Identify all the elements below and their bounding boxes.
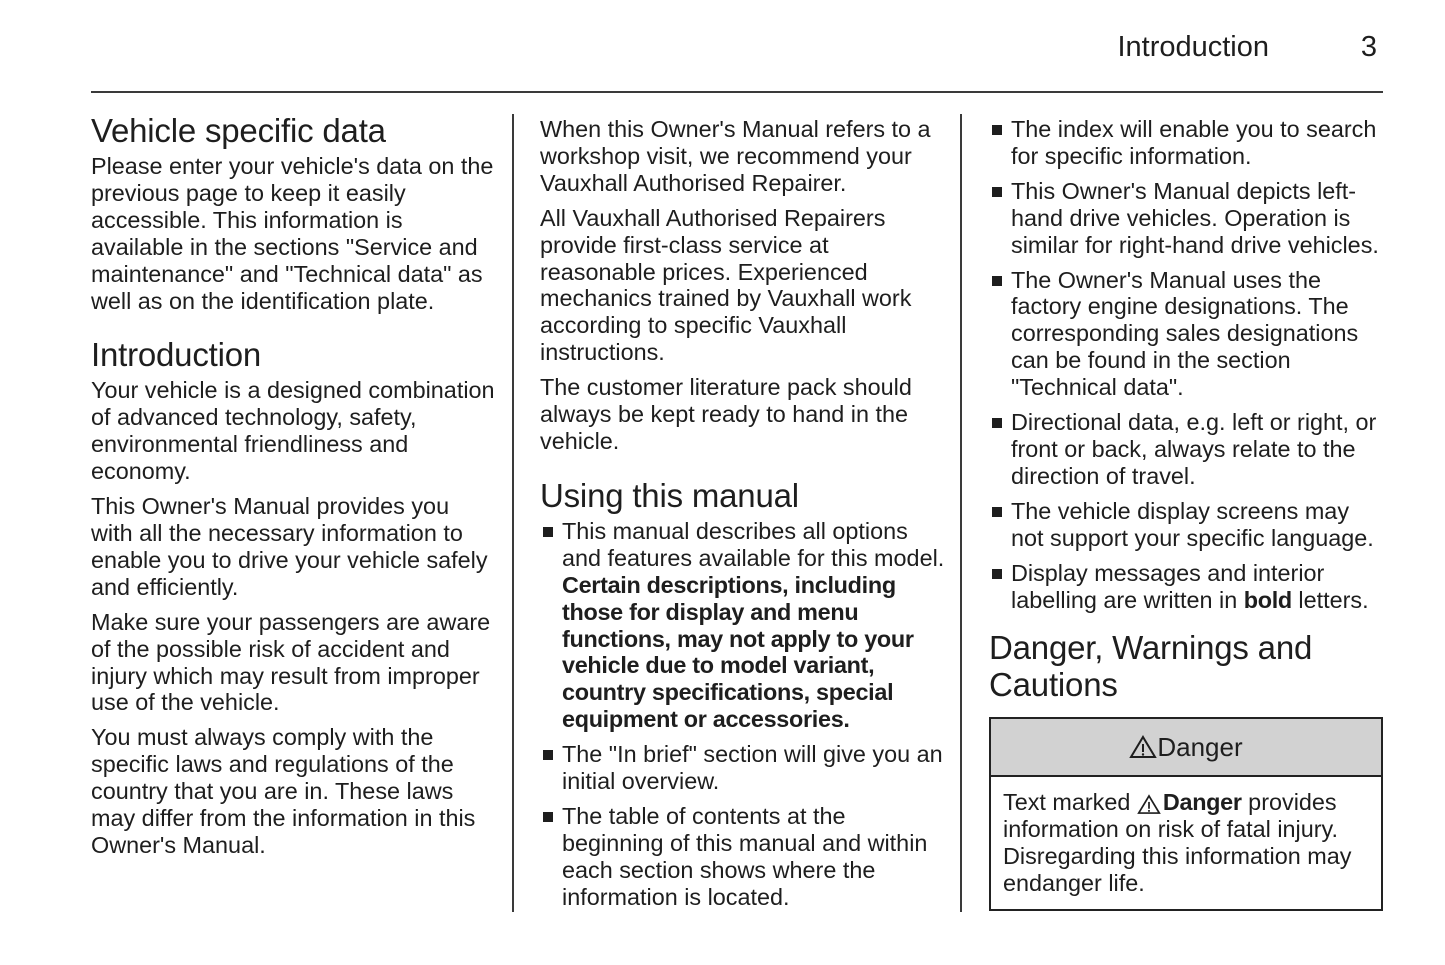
bullet-square-icon bbox=[543, 750, 553, 760]
paragraph-intro-4: You must always comply with the specific laws and regulations of the country that you are in. These laws may differ from the information in this Owner's Manual. bbox=[91, 724, 476, 858]
bullet-square-icon bbox=[992, 569, 1002, 579]
bullet-square-icon bbox=[543, 527, 553, 537]
list-item-bold-text: bold bbox=[1243, 586, 1292, 613]
column-3 bbox=[989, 112, 1385, 911]
page-number: 3 bbox=[1360, 31, 1377, 63]
manual-notes-list bbox=[989, 116, 1385, 613]
column-2 bbox=[540, 112, 945, 919]
list-item-text-after: letters. bbox=[1291, 586, 1369, 613]
heading-vehicle-specific-data: Vehicle specific data bbox=[91, 112, 386, 149]
column-divider-2 bbox=[960, 114, 962, 912]
list-item bbox=[989, 178, 1385, 259]
paragraph-intro-1: Your vehicle is a designed combination of advanced technology, safety, environmental friendliness and economy. bbox=[91, 377, 495, 485]
list-item bbox=[989, 560, 1385, 614]
list-item bbox=[989, 409, 1385, 490]
warning-triangle-icon bbox=[1137, 794, 1161, 815]
running-header bbox=[91, 28, 1383, 66]
danger-box-body bbox=[991, 777, 1381, 909]
list-item-text: The Owner's Manual uses the factory engine designations. The corresponding sales designations can be found in the section "Technical data". bbox=[1011, 266, 1359, 401]
list-item-text: The index will enable you to search for specific information. bbox=[1011, 116, 1377, 169]
paragraph-vehicle-data: Please enter your vehicle's data on the previous page to keep it easily accessible. This information is available in the sections "Service and maintenance" and "Technical data" as well as on the identification plate. bbox=[91, 153, 494, 314]
danger-body-text: Text marked bbox=[1003, 789, 1137, 816]
column-1 bbox=[91, 112, 496, 859]
list-item bbox=[989, 116, 1385, 170]
danger-box bbox=[989, 717, 1383, 911]
heading-using-this-manual: Using this manual bbox=[540, 476, 799, 514]
list-item bbox=[540, 741, 945, 795]
danger-body-bold-label: Danger bbox=[1162, 789, 1242, 816]
bullet-square-icon bbox=[992, 187, 1002, 197]
warning-triangle-icon bbox=[1129, 735, 1157, 759]
running-header-section-name: Introduction bbox=[1117, 31, 1269, 63]
paragraph-literature-pack: The customer literature pack should always be kept ready to hand in the vehicle. bbox=[540, 374, 912, 454]
header-rule bbox=[91, 91, 1383, 93]
paragraph-intro-2: This Owner's Manual provides you with all the necessary information to enable you to drive your vehicle safely and efficiently. bbox=[91, 493, 488, 600]
bullet-square-icon bbox=[543, 812, 553, 822]
bullet-square-icon bbox=[992, 125, 1002, 135]
danger-body-text-after: provides information on risk of fatal injury. Disregarding this information may endanger life. bbox=[1003, 789, 1352, 897]
paragraph-intro-3: Make sure your passengers are aware of the possible risk of accident and injury which may result from improper use of the vehicle. bbox=[91, 608, 491, 716]
paragraph-workshop: When this Owner's Manual refers to a workshop visit, we recommend your Vauxhall Authorised Repairer. bbox=[540, 116, 931, 196]
list-item bbox=[540, 803, 945, 911]
bullet-square-icon bbox=[992, 507, 1002, 517]
list-item-text: This Owner's Manual depicts left-hand drive vehicles. Operation is similar for right-hand drive vehicles. bbox=[1011, 177, 1379, 258]
danger-box-header bbox=[991, 719, 1381, 777]
bullet-square-icon bbox=[992, 276, 1002, 286]
list-item bbox=[989, 267, 1385, 402]
list-item-text: Display messages and interior labelling are written in bbox=[1011, 559, 1325, 613]
paragraph-repairers: All Vauxhall Authorised Repairers provide first-class service at reasonable prices. Experienced mechanics trained by Vauxhall work according to specific Vauxhall instructions. bbox=[540, 204, 912, 366]
heading-introduction: Introduction bbox=[91, 336, 262, 374]
list-item bbox=[989, 498, 1385, 552]
using-manual-list bbox=[540, 518, 945, 911]
list-item-text: The table of contents at the beginning of this manual and within each section shows where the information is located. bbox=[562, 802, 928, 910]
list-item-bold-text: Certain descriptions, including those for display and menu functions, may not apply to your vehicle due to model variant, country specifications, special equipment or accessories. bbox=[562, 571, 914, 733]
bullet-square-icon bbox=[992, 418, 1002, 428]
danger-box-title: Danger bbox=[1157, 731, 1243, 762]
list-item-text: This manual describes all options and features available for this model. bbox=[562, 517, 945, 571]
list-item bbox=[540, 518, 945, 733]
list-item-text: Directional data, e.g. left or right, or front or back, always relate to the direction of travel. bbox=[1011, 409, 1377, 489]
heading-danger-warnings-cautions: Danger, Warnings and Cautions bbox=[989, 629, 1313, 704]
list-item-text: The "In brief" section will give you an initial overview. bbox=[562, 741, 943, 795]
column-divider-1 bbox=[512, 114, 514, 912]
list-item-text: The vehicle display screens may not support your specific language. bbox=[1011, 497, 1374, 551]
